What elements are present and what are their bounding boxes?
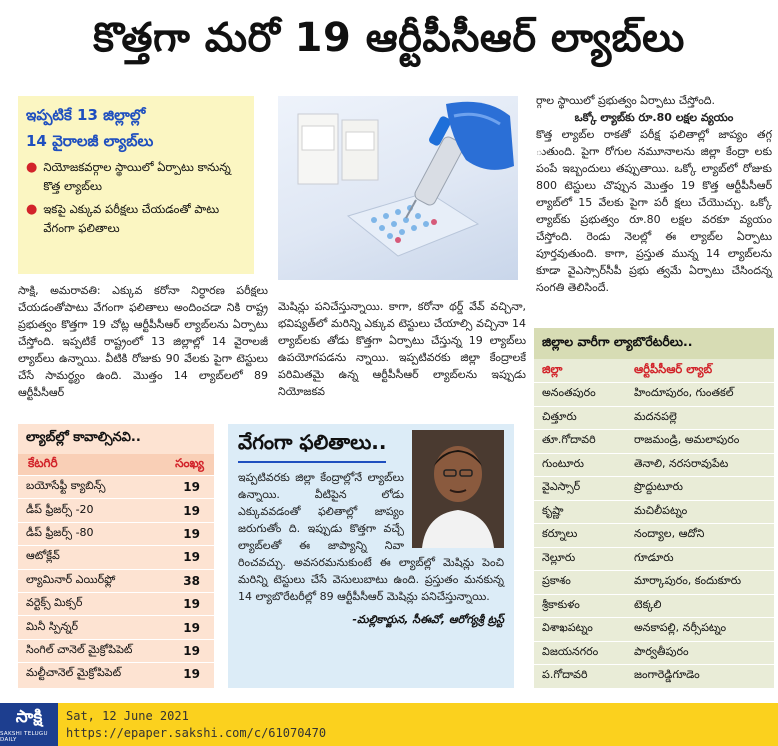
item-count: 19 [183,480,200,495]
district-name: వైఎస్సార్ [542,480,581,494]
item-name: మినీ స్పిన్నర్ [26,619,79,633]
highlight-bullet [26,200,246,238]
table-row [534,664,774,688]
highlight-bullet [26,158,246,196]
table-row [534,453,774,477]
table-row [18,545,214,568]
requirements-title: ల్యాబ్‌ల్లో కావాల్సినవి.. [26,430,141,445]
highlights-title-line2: 14 వైరాలజీ ల్యాబ్‌లు [26,132,154,150]
table-row [534,429,774,453]
quote-box [228,424,514,688]
article-column-2: మెషిన్లు పనిచేస్తున్నాయి. కాగా, కరోనా థర్డ్ వేవ్ వచ్చినా, భవిష్యత్‌లో మరిన్ని ఎక్కువ టెస్టులు చేయాల్సి వచ్చినా 14 ల్యాబ్‌లకు తోడు కొత్తగా ఏర్పాటు చేస్తున్న 19 ల్యాబ్‌లు ఉపయోగపడను న్నాయి. ఇప్పటివరకు జిల్లా కేంద్రాలకే పరిమితమై ఉన్న ఆర్టీపీసీఆర్ ల్యాబ్‌లను ఇప్పుడు నియోజకవ [278,300,526,398]
requirements-header-category: కేటగిరీ [28,456,58,470]
article-column-3-body: కొత్త ల్యాబ్‌ల రాకతో పరీక్ష ఫలితాల్లో జాప్యం తగ్గ ుతుంది. పైగా రోగుల నమూనాలను జిల్లా కేంద్రా లకు పంపే ఇబ్బందులు తప్పుతాయి. ఒక్కో ల్యాబ్‌లో రోజుకు 800 టెస్టులు చొప్పున మొత్తం 19 కొత్త ఆర్టీపీసీఆర్ ల్యాబ్‌లో 15 వేలకు పైగా పరీ క్షలు చేయొచ్చు. ఒక్కో ల్యాబ్‌కు ప్రభుత్వం రూ.80 లక్షల వరకూ వ్యయం చేస్తోంది. రెండు నెలల్లో ఈ ల్యాబ్‌ల ఏర్పాటు పూర్తవుతుంది. కాగా, ప్రస్తుత మున్న 14 ల్యాబ్‌లను కూడా వైఎస్సార్‌సీపీ ప్రభు త్వమే ఏర్పాటు చేసిందన్న సంగతి తెలిసిందే. [536,128,772,294]
district-name: శ్రీకాకుళం [542,597,580,611]
highlights-title-line1: ఇప్పటికే 13 జిల్లాల్లో [26,106,146,124]
item-count: 19 [183,620,200,635]
bullet-dot-icon: ● [26,202,38,217]
district-name: అనంతపురం [542,386,596,400]
footer-bar [0,703,778,746]
lab-location: నంద్యాల, ఆదోని [634,527,705,541]
district-name: విశాఖపట్నం [542,621,593,635]
table-row [18,662,214,685]
quote-text: ఇప్పటివరకు జిల్లా కేంద్రాల్లోనే ల్యాబ్‌లు ఉన్నాయి. వీటిపైన లోడు ఎక్కువవడంతో ఫలితాల్లో జాప్యం జరుగుతోం ది. ఇప్పుడు కొత్తగా వచ్చే ల్యాబ్‌లతో ఈ జాప్యాన్ని నివా రించవచ్చు. అవసరమనుకుంటే ఈ ల్యాబ్‌ల్లో మెషిన్లు పెంచి మరిన్ని టెస్టులు చేసే వెసులుబాటు ఉంది. ప్రస్తుతం మనకున్న 14 ల్యాబొరేటరీల్లో 89 ఆర్టీపీసీఆర్ మెషిన్లు పనిచేస్తున్నాయి. [238,471,504,603]
table-row [534,406,774,430]
lab-location: గూడూరు [634,550,674,564]
epaper-link[interactable]: https://epaper.sakshi.com/c/61070470 [66,725,327,740]
lab-header: ఆర్టీపీసీఆర్ ల్యాబ్ [634,362,713,376]
highlight-bullet-text: నియోజకవర్గాల స్థాయిలో ఏర్పాటు కానున్న కొత్త ల్యాబ్‌లు [43,160,231,193]
item-name: డీప్ ఫ్రీజర్స్ -20 [26,502,94,516]
lab-location: మచిలీపట్నం [634,503,688,517]
district-name: తూ.గోదావరి [542,433,596,447]
table-row [534,382,774,406]
item-count: 19 [183,597,200,612]
article-column-3 [536,92,772,296]
article-column-3-intro: ర్గాల స్థాయిలో ప్రభుత్వం ఏర్పాటు చేస్తోంది. [536,94,716,107]
item-count: 19 [183,550,200,565]
lab-location: జంగారెడ్డిగూడెం [634,668,700,682]
table-row [18,498,214,521]
bullet-dot-icon: ● [26,160,38,175]
item-name: మల్టీచానెల్ మైక్రోపిపెట్ [26,666,122,680]
highlights-box [18,96,254,274]
table-row [18,522,214,545]
item-name: డీప్ ఫ్రీజర్స్ -80 [26,525,94,539]
district-table-header [534,359,774,382]
item-name: ల్యామినార్ ఎయిర్‌ఫ్లో [26,572,116,586]
requirements-header-count: సంఖ్య [175,456,204,470]
table-row [18,639,214,662]
district-name: విజయనగరం [542,644,599,658]
table-row [534,570,774,594]
ceo-portrait [412,430,504,548]
table-row [18,615,214,638]
lab-location: ప్రొద్దుటూరు [634,480,683,494]
item-count: 19 [183,643,200,658]
table-row [534,500,774,524]
item-count: 19 [183,503,200,518]
lab-location: రాజమండ్రి, అమలాపురం [634,433,740,447]
lab-photo [278,96,518,280]
sakshi-logo[interactable] [0,703,58,746]
district-name: నెల్లూరు [542,550,576,564]
item-name: బయోసేఫ్టీ క్యాబిన్స్ [26,479,106,493]
table-row [534,476,774,500]
logo-text: సాక్షి [15,706,43,727]
district-table-title: జిల్లాల వారీగా ల్యాబొరేటరీలు.. [534,328,774,359]
article-subhead: ఒక్కో ల్యాబ్‌కు రూ.80 లక్షల వ్యయం [574,111,734,124]
lab-location: టెక్కలి [634,597,662,611]
lab-location: అనకాపల్లి, నర్సీపట్నం [634,621,727,635]
lab-location: మదనపల్లె [634,409,677,423]
item-name: ఆటోక్లేవ్ [26,549,60,563]
district-header: జిల్లా [542,362,563,376]
table-row [534,594,774,618]
table-row [534,523,774,547]
requirements-table [18,424,214,688]
lab-location: మార్కాపురం, కందుకూరు [634,574,742,588]
lab-pipette-illustration [278,96,518,280]
item-name: సింగిల్ చానెల్ మైక్రోపిపెట్ [26,642,133,656]
table-row [534,617,774,641]
quote-signature: -మల్లికార్జున, సీఈవో, ఆరోగ్యశ్రీ ట్రస్ట్ [352,613,504,626]
district-name: చిత్తూరు [542,409,577,423]
lab-location: పార్వతీపురం [634,644,689,658]
requirements-header [18,454,214,475]
table-row [18,592,214,615]
headline: కొత్తగా మరో 19 ఆర్టీపీసీఆర్ ల్యాబ్‌లు [93,15,685,61]
table-row [18,569,214,592]
highlight-bullet-text: ఇకపై ఎక్కువ పరీక్షలు చేయడంతో పాటు వేగంగా ఫలితాలు [43,202,220,235]
portrait-illustration [412,430,504,548]
item-count: 19 [183,667,200,682]
quote-title: వేగంగా ఫలితాలు.. [238,430,386,463]
district-table [534,328,774,688]
article-column-1: సాక్షి, అమరావతి: ఎక్కువ కరోనా నిర్ధారణ పరీక్షలు చేయడంతోపాటు వేగంగా ఫలితాలు అందించడా నికి రాష్ట్ర ప్రభుత్వం కొత్తగా 19 చోట్ల ఆర్టీపీసీఆర్ ల్యాబ్‌లను ఏర్పాటు చేస్తోంది. ఇప్పటికే రాష్ట్రంలో 13 జిల్లాల్లో 14 వైరాలజీ ల్యాబ్‌లు ఉన్నాయి. వీటికి రోజుకు 90 వేలకు పైగా టెస్టులు చేసే సామర్థ్యం ఉంది. మొత్తం 14 ల్యాబ్‌లలో 89 ఆర్టీపీసీఆర్ [18,284,268,399]
lab-location: తెనాలి, నరసరావుపేట [634,456,729,470]
logo-subtext: SAKSHI TELUGU DAILY [0,730,48,743]
table-row [534,547,774,571]
table-row [534,641,774,665]
table-row [18,475,214,498]
district-name: గుంటూరు [542,456,584,470]
publish-date: Sat, 12 June 2021 [66,708,189,723]
district-name: ప.గోదావరి [542,668,588,682]
district-name: కర్నూలు [542,527,578,541]
item-count: 38 [183,573,200,588]
item-name: వర్టెక్స్ మిక్సర్ [26,596,83,610]
lab-location: హిందూపురం, గుంతకల్ [634,386,734,400]
footer-info [66,708,326,742]
item-count: 19 [183,526,200,541]
district-name: ప్రకాశం [542,574,571,588]
district-name: కృష్ణా [542,503,564,517]
